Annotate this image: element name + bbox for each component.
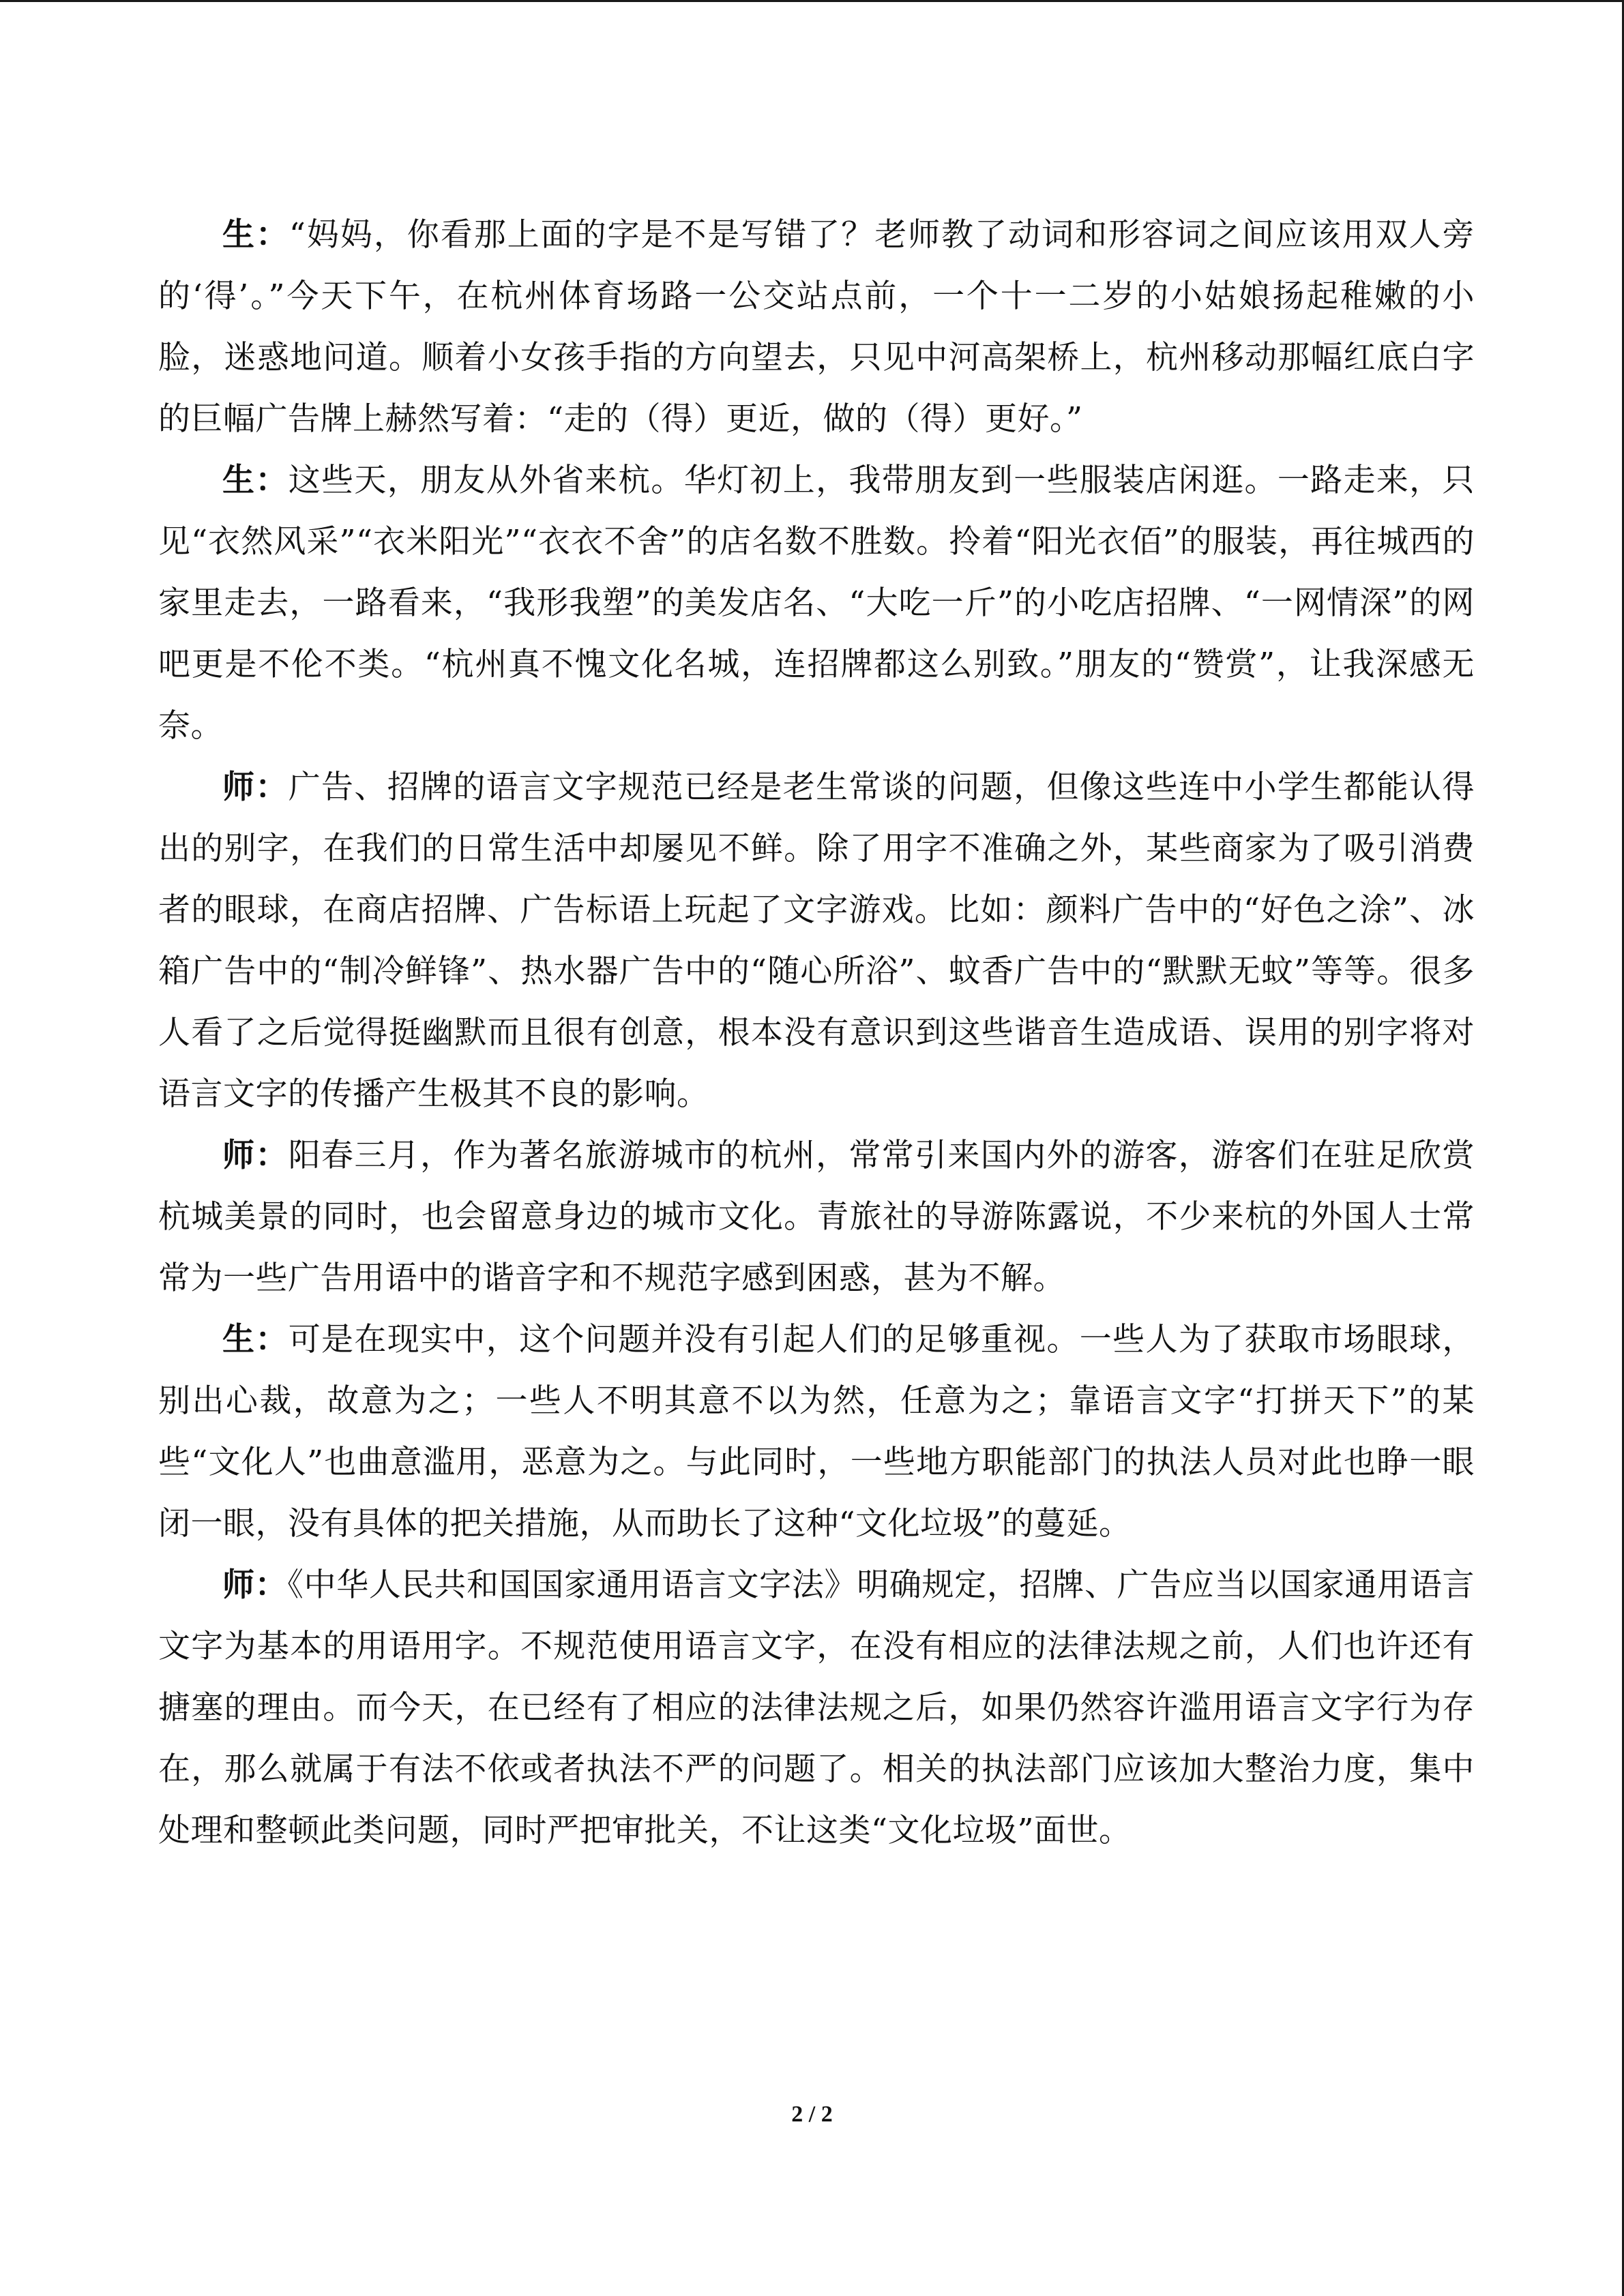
page-number: 2 / 2 bbox=[791, 2102, 833, 2127]
paragraph-text: 可是在现实中，这个问题并没有引起人们的足够重视。一些人为了获取市场眼球，别出心裁，故意为之；一些人不明其意不以为然，任意为之；靠语言文字“打拼天下”的某些“文化人”也曲意滥用，恶意为之。与此同时，一些地方职能部门的执法人员对此也睁一眼闭一眼，没有具体的把关措施，从而助长了这种“文化垃圾”的蔓延。 bbox=[158, 1321, 1475, 1542]
page-top-border bbox=[0, 0, 1624, 2]
paragraph-6 bbox=[158, 1555, 1475, 1862]
speaker-label: 师： bbox=[222, 1566, 288, 1604]
paragraph-text: 广告、招牌的语言文字规范已经是老生常谈的问题，但像这些连中小学生都能认得出的别字，在我们的日常生活中却屡见不鲜。除了用字不准确之外，某些商家为了吸引消费者的眼球，在商店招牌、广告标语上玩起了文字游戏。比如：颜料广告中的“好色之涂”、冰箱广告中的“制冷鲜锋”、热水器广告中的“随心所浴”、蚊香广告中的“默默无蚊”等等。很多人看了之后觉得挺幽默而且很有创意，根本没有意识到这些谐音生造成语、误用的别字将对语言文字的传播产生极其不良的影响。 bbox=[158, 769, 1475, 1113]
paragraph-text: 这些天，朋友从外省来杭。华灯初上，我带朋友到一些服装店闲逛。一路走来，只见“衣然风采”“衣米阳光”“衣衣不舍”的店名数不胜数。拎着“阳光衣佰”的服装，再往城西的家里走去，一路看来，“我形我塑”的美发店名、“大吃一斤”的小吃店招牌、“一网情深”的网吧更是不伦不类。“杭州真不愧文化名城，连招牌都这么别致。”朋友的“赞赏”，让我深感无奈。 bbox=[158, 462, 1475, 745]
paragraph-4 bbox=[158, 1125, 1475, 1309]
paragraph-3 bbox=[158, 757, 1475, 1125]
paragraph-5 bbox=[158, 1309, 1475, 1555]
paragraph-text: 阳春三月，作为著名旅游城市的杭州，常常引来国内外的游客，游客们在驻足欣赏杭城美景的同时，也会留意身边的城市文化。青旅社的导游陈露说，不少来杭的外国人士常常为一些广告用语中的谐音字和不规范字感到困惑，甚为不解。 bbox=[158, 1137, 1475, 1297]
paragraph-2 bbox=[158, 450, 1475, 757]
speaker-label: 生： bbox=[222, 1321, 289, 1358]
document-body bbox=[158, 205, 1475, 1862]
paragraph-text: “妈妈，你看那上面的字是不是写错了？老师教了动词和形容词之间应该用双人旁的‘得’。”今天下午，在杭州体育场路一公交站点前，一个十一二岁的小姑娘扬起稚嫩的小脸，迷惑地问道。顺着小女孩手指的方向望去，只见中河高架桥上，杭州移动那幅红底白字的巨幅广告牌上赫然写着：“走的（得）更近，做的（得）更好。” bbox=[158, 216, 1475, 438]
paragraph-text: 《中华人民共和国国家通用语言文字法》明确规定，招牌、广告应当以国家通用语言文字为基本的用语用字。不规范使用语言文字，在没有相应的法律法规之前，人们也许还有搪塞的理由。而今天，在已经有了相应的法律法规之后，如果仍然容许滥用语言文字行为存在，那么就属于有法不依或者执法不严的问题了。相关的执法部门应该加大整治力度，集中处理和整顿此类问题，同时严把审批关，不让这类“文化垃圾”面世。 bbox=[158, 1566, 1475, 1849]
speaker-label: 师： bbox=[222, 769, 289, 806]
paragraph-1 bbox=[158, 205, 1475, 450]
speaker-label: 生： bbox=[222, 462, 289, 499]
speaker-label: 生： bbox=[222, 216, 289, 254]
speaker-label: 师： bbox=[222, 1137, 289, 1174]
